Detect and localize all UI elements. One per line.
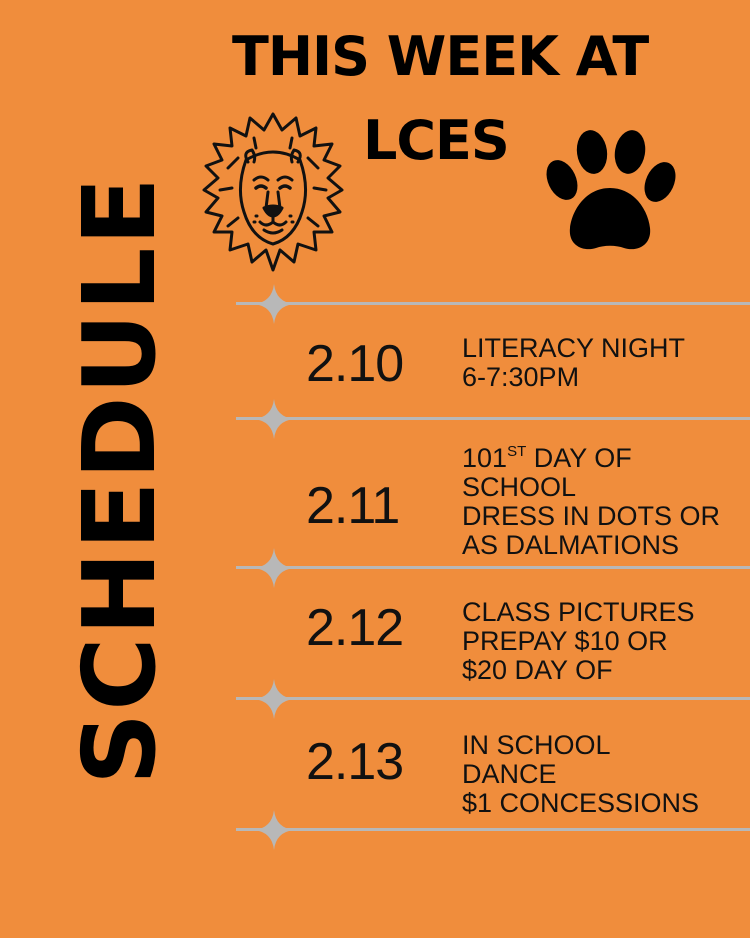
divider-line [236,417,750,420]
lion-head-icon [198,108,348,278]
event-line: DANCE [462,759,557,789]
header-title-line-1: THIS WEEK AT [232,25,649,88]
header-title-line-2: LCES [363,109,509,172]
event-line: LITERACY NIGHT [462,333,686,363]
event-line: AS DALMATIONS [462,530,680,560]
event-date: 2.10 [306,335,404,393]
divider-line [236,828,750,831]
divider-line [236,302,750,305]
event-description [462,731,699,818]
event-line: IN SCHOOL [462,730,611,760]
four-point-star-icon [254,284,294,324]
vertical-schedule-title: SCHEDULE [61,175,178,785]
ordinal-number: 101 [462,443,508,473]
four-point-star-icon [254,810,294,850]
event-line-rest: DAY OF [526,443,632,473]
event-line: PREPAY $10 OR [462,626,668,656]
event-line: CLASS PICTURES [462,597,695,627]
event-date: 2.11 [306,477,400,535]
event-line: SCHOOL [462,472,577,502]
four-point-star-icon [254,679,294,719]
event-date: 2.13 [306,733,404,791]
event-date: 2.12 [306,599,404,657]
divider-line [236,566,750,569]
four-point-star-icon [254,399,294,439]
event-line: $20 DAY OF [462,655,613,685]
event-description [462,598,695,685]
event-description [462,444,720,560]
event-line: DRESS IN DOTS OR [462,501,721,531]
ordinal-suffix: ST [507,443,527,460]
event-description [462,334,685,392]
paw-print-icon [540,128,680,258]
four-point-star-icon [254,548,294,588]
event-line [462,444,720,473]
event-line: $1 CONCESSIONS [462,788,700,818]
divider-line [236,697,750,700]
event-line: 6-7:30PM [462,362,580,392]
